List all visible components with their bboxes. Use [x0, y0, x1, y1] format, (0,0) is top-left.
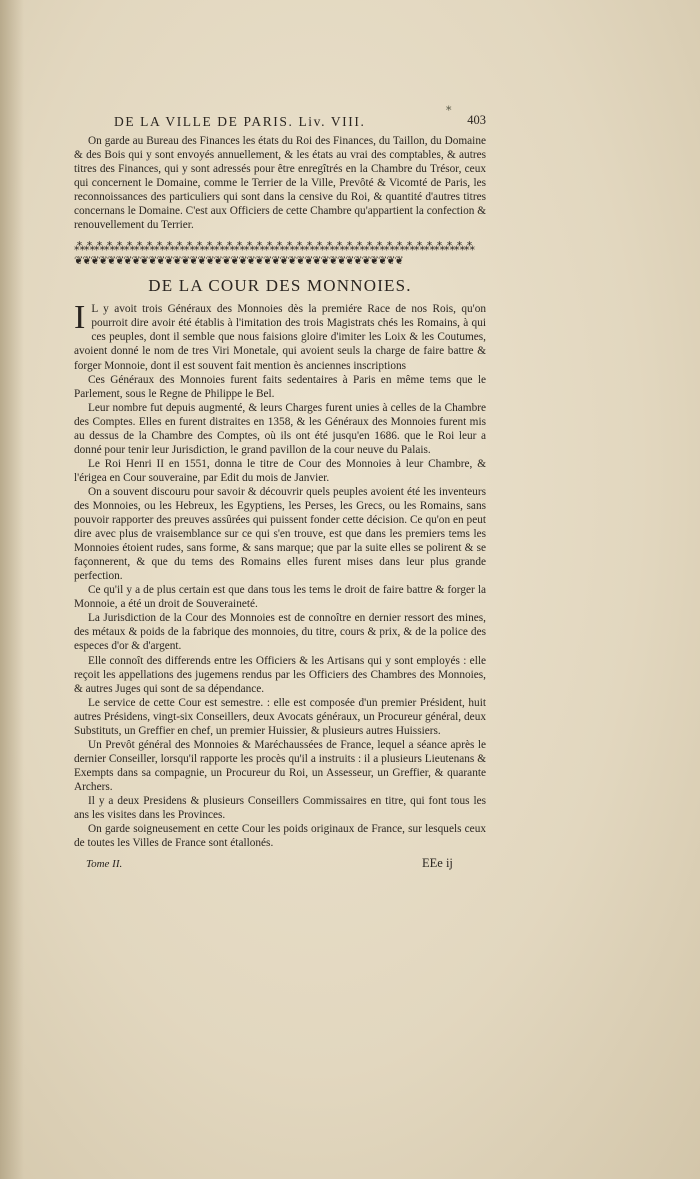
first-paragraph — [74, 299, 486, 372]
paragraph: Le Roi Henri II en 1551, donna le titre de Cour des Monnoies à leur Chambre, & l'érigea en Cour souveraine, par Edit du mois de Janvier. — [74, 457, 486, 484]
page-number: 403 — [467, 113, 486, 127]
paragraph: Un Prevôt général des Monnoies & Maréchaussées de France, lequel a séance après le dernier Conseiller, lorsqu'il rapporte les procès qu'il a instruits : il a plusieurs Lieutenans & Exempts dans sa compagnie, un Procureur du Roi, un Assesseur, un Greffier, & quarante Archers. — [74, 738, 486, 793]
page-content — [74, 104, 486, 876]
opening-paragraph: On garde au Bureau des Finances les états du Roi des Finances, du Taillon, du Domaine & des Bois qui y sont envoyés annuellement, & les états au vrai des comptables, & autres titres des Finances, qui y sont adressés pour être enregîtrés en la Chambre du Trésor, ceux qui concernent le Domaine, comme le Terrier de la Ville, Prevôté & Vicomté de Paris, les reconnoissances des particuliers qui sont dans la censive du Roi, & quantité d'autres titres concernans le Domaine. C'est aux Officiers de cette Chambre qu'appartient la confection & renouvellement du Terrier. — [74, 135, 486, 232]
ornament-row-2: ❦❦❦❦❦❦❦❦❦❦❦❦❦❦❦❦❦❦❦❦❦❦❦❦❦❦❦❦❦❦❦❦❦❦❦❦❦❦❦❦ — [74, 255, 403, 268]
star-mark: * — [446, 104, 452, 117]
signature-mark: EEe ij — [422, 856, 453, 871]
running-head-title: DE LA VILLE DE PARIS. Liv. VIII. — [114, 114, 366, 129]
tome-label: Tome II. — [86, 858, 123, 871]
ornament-row-1: ⁂⁂⁂⁂⁂⁂⁂⁂⁂⁂⁂⁂⁂⁂⁂⁂⁂⁂⁂⁂⁂⁂⁂⁂⁂⁂⁂⁂⁂⁂⁂⁂⁂⁂⁂⁂⁂⁂⁂⁂ — [74, 241, 474, 254]
paragraph: Ces Généraux des Monnoies furent faits sedentaires à Paris en même tems que le Parlement, sous le Regne de Philippe le Bel. — [74, 373, 486, 400]
paragraph: Il y a deux Presidens & plusieurs Conseillers Commissaires en titre, qui font tous les ans les visites dans les Provinces. — [74, 794, 486, 822]
paragraph: Leur nombre fut depuis augmenté, & leurs Charges furent unies à celles de la Chambre des Comptes. Elles en furent distraites en 1358, & les Généraux des Monnoies furent mis au dessus de la Chambre des Comptes, où ils ont été jusqu'en 1686. que le Roi leur a donné pour tenir leur Jurisdiction, le grand pavillon de la cour neuve du Palais. — [74, 401, 486, 456]
paragraph: On a souvent discouru pour savoir & découvrir quels peuples avoient été les inventeurs des Monnoies, ou les Hebreux, les Egyptiens, les Perses, les Grecs, ou les Romains, sans pouvoir rapporter des preuves assûrées qui puissent fonder cette décision. Ce qu'on en peut dire avec plus de vraisemblance sur ce qui s'en trouve, est que dans les premiers tems les Monnoies étoient rudes, sans forme, & sans marque; que par la suite elles se polirent & se façonnerent, & que du tems des Romains elles furent mises dans leur plus grande perfection. — [74, 485, 486, 583]
paragraph: Ce qu'il y a de plus certain est que dans tous les tems le droit de faire battre & forger la Monnoie, a été un droit de Souveraineté. — [74, 584, 486, 611]
paragraph: Le service de cette Cour est semestre. : elle est composée d'un premier Président, huit autres Présidens, vingt-six Conseillers, deux Avocats généraux, un Procureur général, deux Substituts, un Greffier en chef, un premier Huissier, & plusieurs autres Huissiers. — [74, 696, 486, 737]
ornament-band — [74, 240, 486, 270]
page-footer — [74, 856, 486, 876]
paragraph: On garde soigneusement en cette Cour les poids originaux de France, sur lesquels ceux de toutes les Villes de France sont étallonés. — [74, 823, 486, 850]
paragraph: Elle connoît des differends entre les Officiers & les Artisans qui y sont employés : elle reçoit les appellations des jugemens rendus par les Officiers des Chambres des Monnoies, & autres Juges qui sont de sa dépendance. — [74, 654, 486, 695]
first-paragraph-text: L y avoit trois Généraux des Monnoies dès la premiére Race de nos Rois, qu'on pourroit dire avoir été établis à l'imitation des trois Magistrats chés les Romains, à qui ces peuples, dont il semble que nous faisions gloire d'imiter les Loix & les Coutumes, avoient donné le nom de tres Viri Monetale, qui avoient seuls la charge de faire battre & forger Monnoie, dont il est souvent fait mention ès anciennes inscriptions — [74, 303, 486, 372]
page-binding-shadow — [0, 0, 24, 1179]
paragraph: La Jurisdiction de la Cour des Monnoies est de connoître en dernier ressort des mines, des métaux & poids de la fabrique des monnoies, du titre, cours & prix, & de la police des especes d'or & d'argent. — [74, 612, 486, 653]
running-head — [114, 114, 486, 134]
section-title: DE LA COUR DES MONNOIES. — [148, 276, 412, 296]
drop-cap: I — [74, 299, 86, 337]
